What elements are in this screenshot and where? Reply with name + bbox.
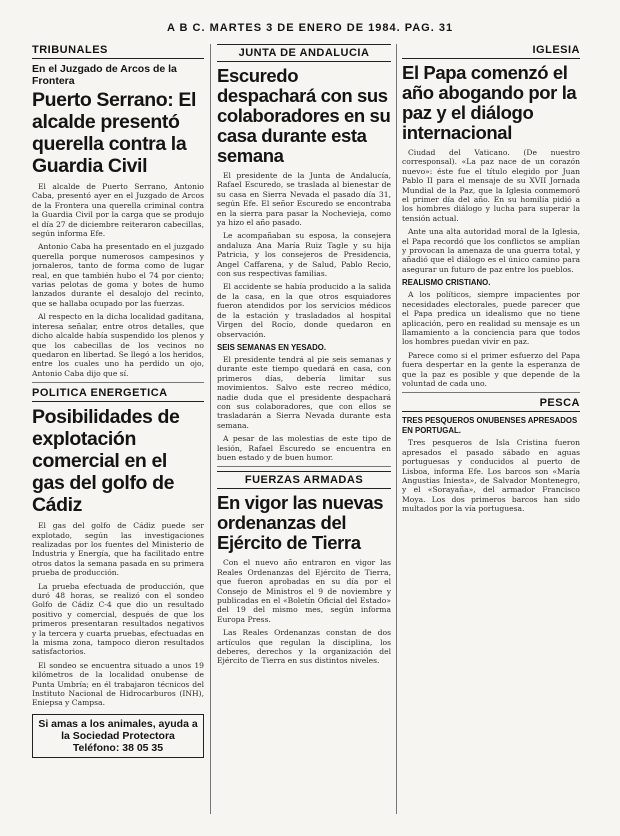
article-paragraph: Ciudad del Vaticano. (De nuestro corresponsal). «La paz nace de un corazón nuevo»: éste fue el título elegido por Juan Pablo II para el mensaje de su XVII Jornada Mundial de la Paz, que la Iglesia conmemoró el primer día del año. En su homilía pidió a los hombres diálogo y lucha para superar la tensión actual. bbox=[402, 148, 580, 223]
section-fuerzas-armadas: FUERZAS ARMADAS bbox=[217, 471, 391, 489]
page-masthead: A B C. MARTES 3 DE ENERO DE 1984. PAG. 31 bbox=[166, 22, 454, 34]
article-paragraph: Le acompañaban su esposa, la consejera andaluza Ana María Ruiz Tagle y su hija Patricia, y los consejeros de Presidencia, Angel Caffarena, y de Salud, Pablo Recio, con sus respectivas familias. bbox=[217, 231, 391, 279]
article-paragraph: Ante una alta autoridad moral de la Iglesia, el Papa recordó que los conflictos se amplían y provocan la amenaza de una guerra total, y añadió que el diálogo es el único camino para asegurar un futuro de paz entre los pueblos. bbox=[402, 227, 580, 274]
section-junta-andalucia: JUNTA DE ANDALUCIA bbox=[217, 44, 391, 62]
article-paragraph: Tres pesqueros de Isla Cristina fueron apresados el pasado sábado en aguas portuguesas y conducidos al puerto de Lisboa, informa Efe. Los barcos son «María Angustias Iniesta», de Salvador Montenegro, y el «Sorayaña», del armador Francisco Moya. Los dos primeros barcos han sido multados por la vía portuguesa. bbox=[402, 438, 580, 514]
article-paragraph: El accidente se había producido a la salida de la casa, en la que otros esquiadores fueron atendidos por los servicios médicos de la estación y trasladados al hospital Virgen del Rocío, donde quedaron en observación. bbox=[217, 282, 391, 339]
article-paragraph: El gas del golfo de Cádiz puede ser explotado, según las investigaciones realizadas por los fuentes del Ministerio de Industria y Energía, que ha facilitado entre otros datos la semana pasada en su primera prueba de producción. bbox=[32, 521, 204, 578]
classified-ad: Si amas a los animales, ayuda a la Sociedad Protectora Teléfono: 38 05 35 bbox=[32, 714, 204, 758]
column-left bbox=[32, 44, 204, 814]
divider bbox=[402, 392, 580, 393]
article-headline: En vigor las nuevas ordenanzas del Ejército de Tierra bbox=[217, 492, 384, 554]
article-headline: El Papa comenzó el año abogando por la paz y el diálogo internacional bbox=[402, 62, 577, 143]
article-paragraph: Parece como si el primer esfuerzo del Papa fuera despertar en la gente la esperanza de que la paz es posible y que depende de la voluntad de cada uno. bbox=[402, 350, 580, 388]
column-divider bbox=[210, 44, 211, 814]
article-paragraph: La prueba efectuada de producción, que duró 48 horas, se realizó con el sondeo Golfo de Cádiz C-4 que dio un resultado positivo y comercial, después de que los primeros presentaran resultados negativos y la tercera y cuarta pruebas, efectuadas en la misma zona, tampoco dieron resultados satisfactorios. bbox=[32, 581, 204, 657]
article-paragraph: El alcalde de Puerto Serrano, Antonio Caba, presentó ayer en el Juzgado de Arcos de la Frontera una querella criminal contra la Guardia Civil por la carga que se produjo el día 27 de diciembre reiteraron cabecillas, según informa Efe. bbox=[32, 182, 204, 239]
article-paragraph: El sondeo se encuentra situado a unos 19 kilómetros de la localidad onubense de Punta Umbría; en él trabajaron técnicos del Instituto Nacional de Hidrocarburos (INH), Eniepsa y Campsa. bbox=[32, 660, 204, 708]
article-paragraph: El presidente de la Junta de Andalucía, Rafael Escuredo, se traslada al bienestar de su casa en Sierra Nevada el pasado día 31, según Efe. El señor Escuredo se encontraba en la sierra para pasar la Nochevieja, como ya hizo el año pasado. bbox=[217, 171, 391, 228]
article-paragraph: El presidente tendrá al pie seis semanas y durante este tiempo quedará en casa, con primeros días, debería limitar sus movimientos. Salvo este recreo médico, nadie duda que el presidente despachará con sus colaboradores, que con ellos se trasladarán a Sierra Nevada durante esta semana. bbox=[217, 354, 391, 430]
article-paragraph: A pesar de las molestias de este tipo de lesión, Rafael Escuredo se encuentra en buen estado y de buen humor. bbox=[217, 434, 391, 462]
article-paragraph: A los políticos, siempre impacientes por necesidades electorales, puede parecer que el Papa predica un idealismo que no tiene aplicación, pero en realidad su mensaje es un llamamiento a la conciencia para que todos los hombres puedan vivir en paz. bbox=[402, 290, 580, 347]
column-middle bbox=[217, 44, 391, 814]
section-pesca: PESCA bbox=[402, 397, 580, 412]
divider bbox=[217, 466, 391, 467]
article-headline: Puerto Serrano: El alcalde presentó querella contra la Guardia Civil bbox=[32, 89, 197, 177]
article-headline: Posibilidades de explotación comercial en el gas del golfo de Cádiz bbox=[32, 406, 180, 517]
article-paragraph: Antonio Caba ha presentado en el juzgado querella porque numerosos campesinos y jornaleros, tanto de forma como de lugar real, en que también hubo el 74 por ciento; varias pelotas de goma y botes de humo lanzados durante el desalojo del recinto, que se hallaba ocupado por las fuerzas. bbox=[32, 242, 204, 308]
column-divider bbox=[396, 44, 397, 814]
divider bbox=[32, 382, 204, 383]
article-kicker: En el Juzgado de Arcos de la Frontera bbox=[32, 63, 177, 87]
section-iglesia: IGLESIA bbox=[402, 44, 580, 59]
article-paragraph: Con el nuevo año entraron en vigor las Reales Ordenanzas del Ejército de Tierra, que fueron aprobadas en su día por el Consejo de Ministros el 9 de noviembre y publicadas en el «Boletín Oficial del Estado» del 19 del mismo mes, según informa Europa Press. bbox=[217, 558, 391, 624]
section-politica-energetica: POLITICA ENERGETICA bbox=[32, 387, 204, 402]
article-headline: Escuredo despachará con sus colaboradores en su casa durante esta semana bbox=[217, 65, 391, 166]
article-paragraph: Las Reales Ordenanzas constan de dos artículos que regulan la disciplina, los deberes, derechos y la organización del Ejército de Tierra en sus distintos niveles. bbox=[217, 628, 391, 666]
article-subhead: SEIS SEMANAS EN YESADO. bbox=[217, 342, 327, 352]
article-subhead: TRES PESQUEROS ONUBENSES APRESADOS EN PORTUGAL. bbox=[402, 416, 578, 436]
section-tribunales: TRIBUNALES bbox=[32, 44, 204, 59]
article-subhead: REALISMO CRISTIANO. bbox=[402, 278, 491, 288]
column-right bbox=[402, 44, 580, 814]
article-paragraph: Al respecto en la dicha localidad gaditana, interesa señalar, entre otros detalles, que dicho alcalde había suspendido los plenos y que los cabecillas de los vecinos no quedaron en libertad. Se llegó a los heridos, entre los cuales uno ha perdido un ojo, Antonio Caba dijo que sí. bbox=[32, 312, 204, 378]
